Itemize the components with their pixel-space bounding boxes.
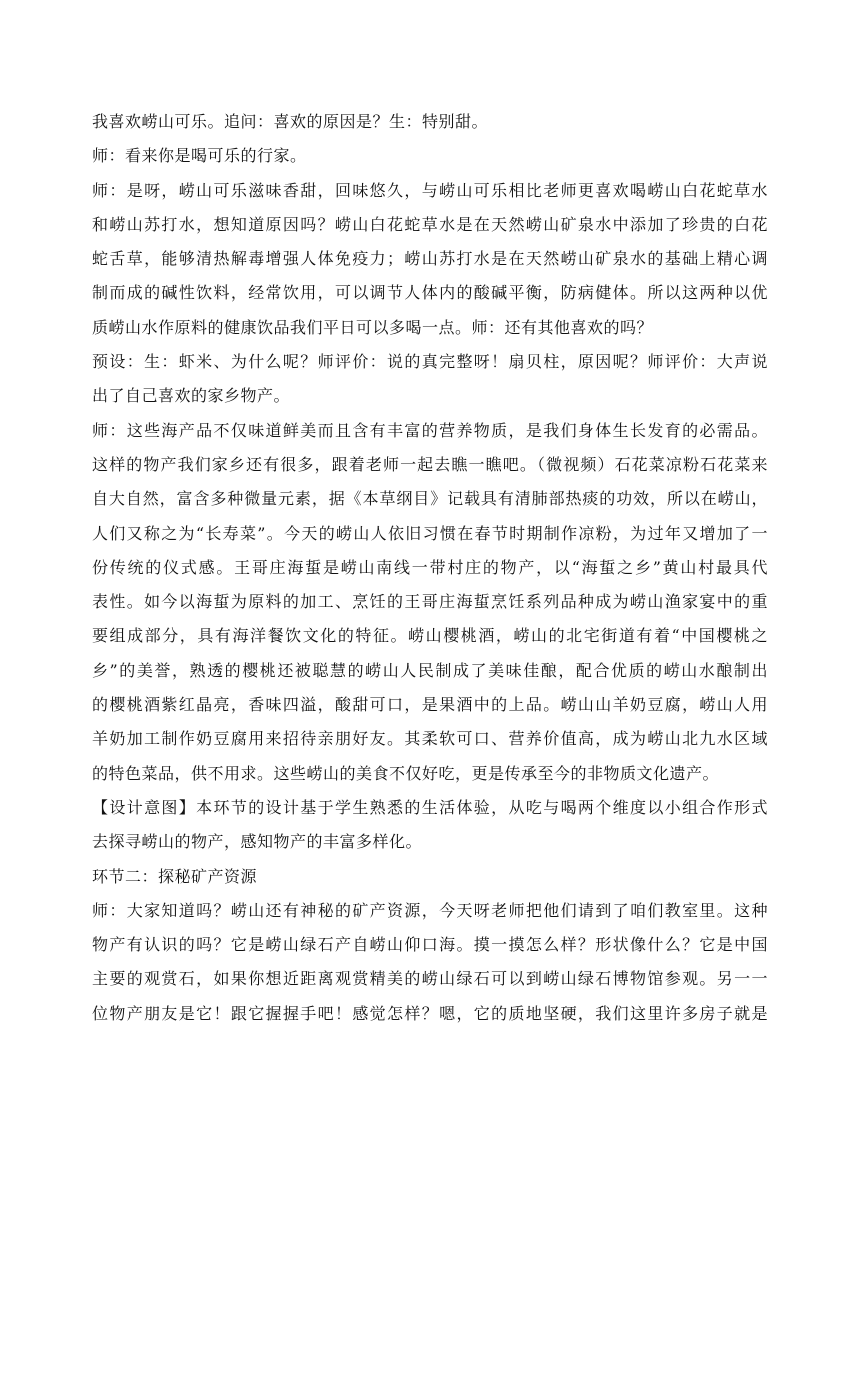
text-line: 要组成部分，具有海洋餐饮文化的特征。崂山樱桃酒，崂山的北宅街道有着“中国樱桃之	[92, 626, 768, 646]
text-line: 师：是呀，崂山可乐滋味香甜，回味悠久，与崂山可乐相比老师更喜欢喝崂山白花蛇草水	[92, 180, 768, 200]
text-line: 份传统的仪式感。王哥庄海蜇是崂山南线一带村庄的物产，以“海蜇之乡”黄山村最具代	[92, 557, 768, 577]
design-intent-line: 去探寻崂山的物产，感知物产的丰富多样化。	[92, 832, 423, 852]
text-line: 的樱桃酒紫红晶亮，香味四溢，酸甜可口，是果酒中的上品。崂山山羊奶豆腐，崂山人用	[92, 695, 768, 715]
text-line: 质崂山水作原料的健康饮品我们平日可以多喝一点。师：还有其他喜欢的吗？	[92, 317, 654, 337]
text-line: 和崂山苏打水，想知道原因吗？崂山白花蛇草水是在天然崂山矿泉水中添加了珍贵的白花	[92, 214, 768, 234]
design-intent-line: 【设计意图】本环节的设计基于学生熟悉的生活体验，从吃与喝两个维度以小组合作形式	[92, 797, 768, 817]
text-line: 自大自然，富含多种微量元素，据《本草纲目》记载具有清肺部热痰的功效，所以在崂山，	[92, 489, 768, 509]
text-line: 羊奶加工制作奶豆腐用来招待亲朋好友。其柔软可口、营养价值高，成为崂山北九水区域	[92, 729, 768, 749]
document-body	[92, 105, 768, 1031]
text-line: 主要的观赏石，如果你想近距离观赏精美的崂山绿石可以到崂山绿石博物馆参观。另一一	[92, 969, 768, 989]
text-line: 我喜欢崂山可乐。追问：喜欢的原因是？生：特别甜。	[92, 112, 489, 131]
text-line: 出了自己喜欢的家乡物产。	[92, 386, 291, 406]
text-line: 位物产朋友是它！跟它握握手吧！感觉怎样？嗯，它的质地坚硬，我们这里许多房子就是	[92, 1003, 768, 1023]
section-heading: 环节二：探秘矿产资源	[92, 866, 258, 886]
text-line: 人们又称之为“长寿菜”。今天的崂山人依旧习惯在春节时期制作凉粉，为过年又增加了一	[92, 523, 768, 543]
text-line: 师：看来你是喝可乐的行家。	[92, 146, 307, 166]
text-line: 制而成的碱性饮料，经常饮用，可以调节人体内的酸碱平衡，防病健体。所以这两种以优	[92, 283, 768, 303]
text-line: 预设：生：虾米、为什么呢？师评价：说的真完整呀！扇贝柱，原因呢？师评价：大声说	[92, 352, 768, 372]
text-line: 师：大家知道吗？崂山还有神秘的矿产资源，今天呀老师把他们请到了咱们教室里。这种	[92, 900, 768, 920]
text-line: 表性。如今以海蜇为原料的加工、烹饪的王哥庄海蜇烹饪系列品种成为崂山渔家宴中的重	[92, 592, 768, 612]
text-line: 蛇舌草，能够清热解毒增强人体免疫力；崂山苏打水是在天然崂山矿泉水的基础上精心调	[92, 249, 768, 269]
text-line: 物产有认识的吗？它是崂山绿石产自崂山仰口海。摸一摸怎么样？形状像什么？它是中国	[92, 935, 768, 955]
text-line: 的特色菜品，供不用求。这些崂山的美食不仅好吃，更是传承至今的非物质文化遗产。	[92, 763, 720, 783]
text-line: 这样的物产我们家乡还有很多，跟着老师一起去瞧一瞧吧。（微视频）石花菜凉粉石花菜来	[92, 454, 768, 474]
text-line: 乡”的美誉，熟透的樱桃还被聪慧的崂山人民制成了美味佳酿，配合优质的崂山水酿制出	[92, 660, 768, 680]
text-line: 师：这些海产品不仅味道鲜美而且含有丰富的营养物质，是我们身体生长发育的必需品。	[92, 420, 768, 440]
